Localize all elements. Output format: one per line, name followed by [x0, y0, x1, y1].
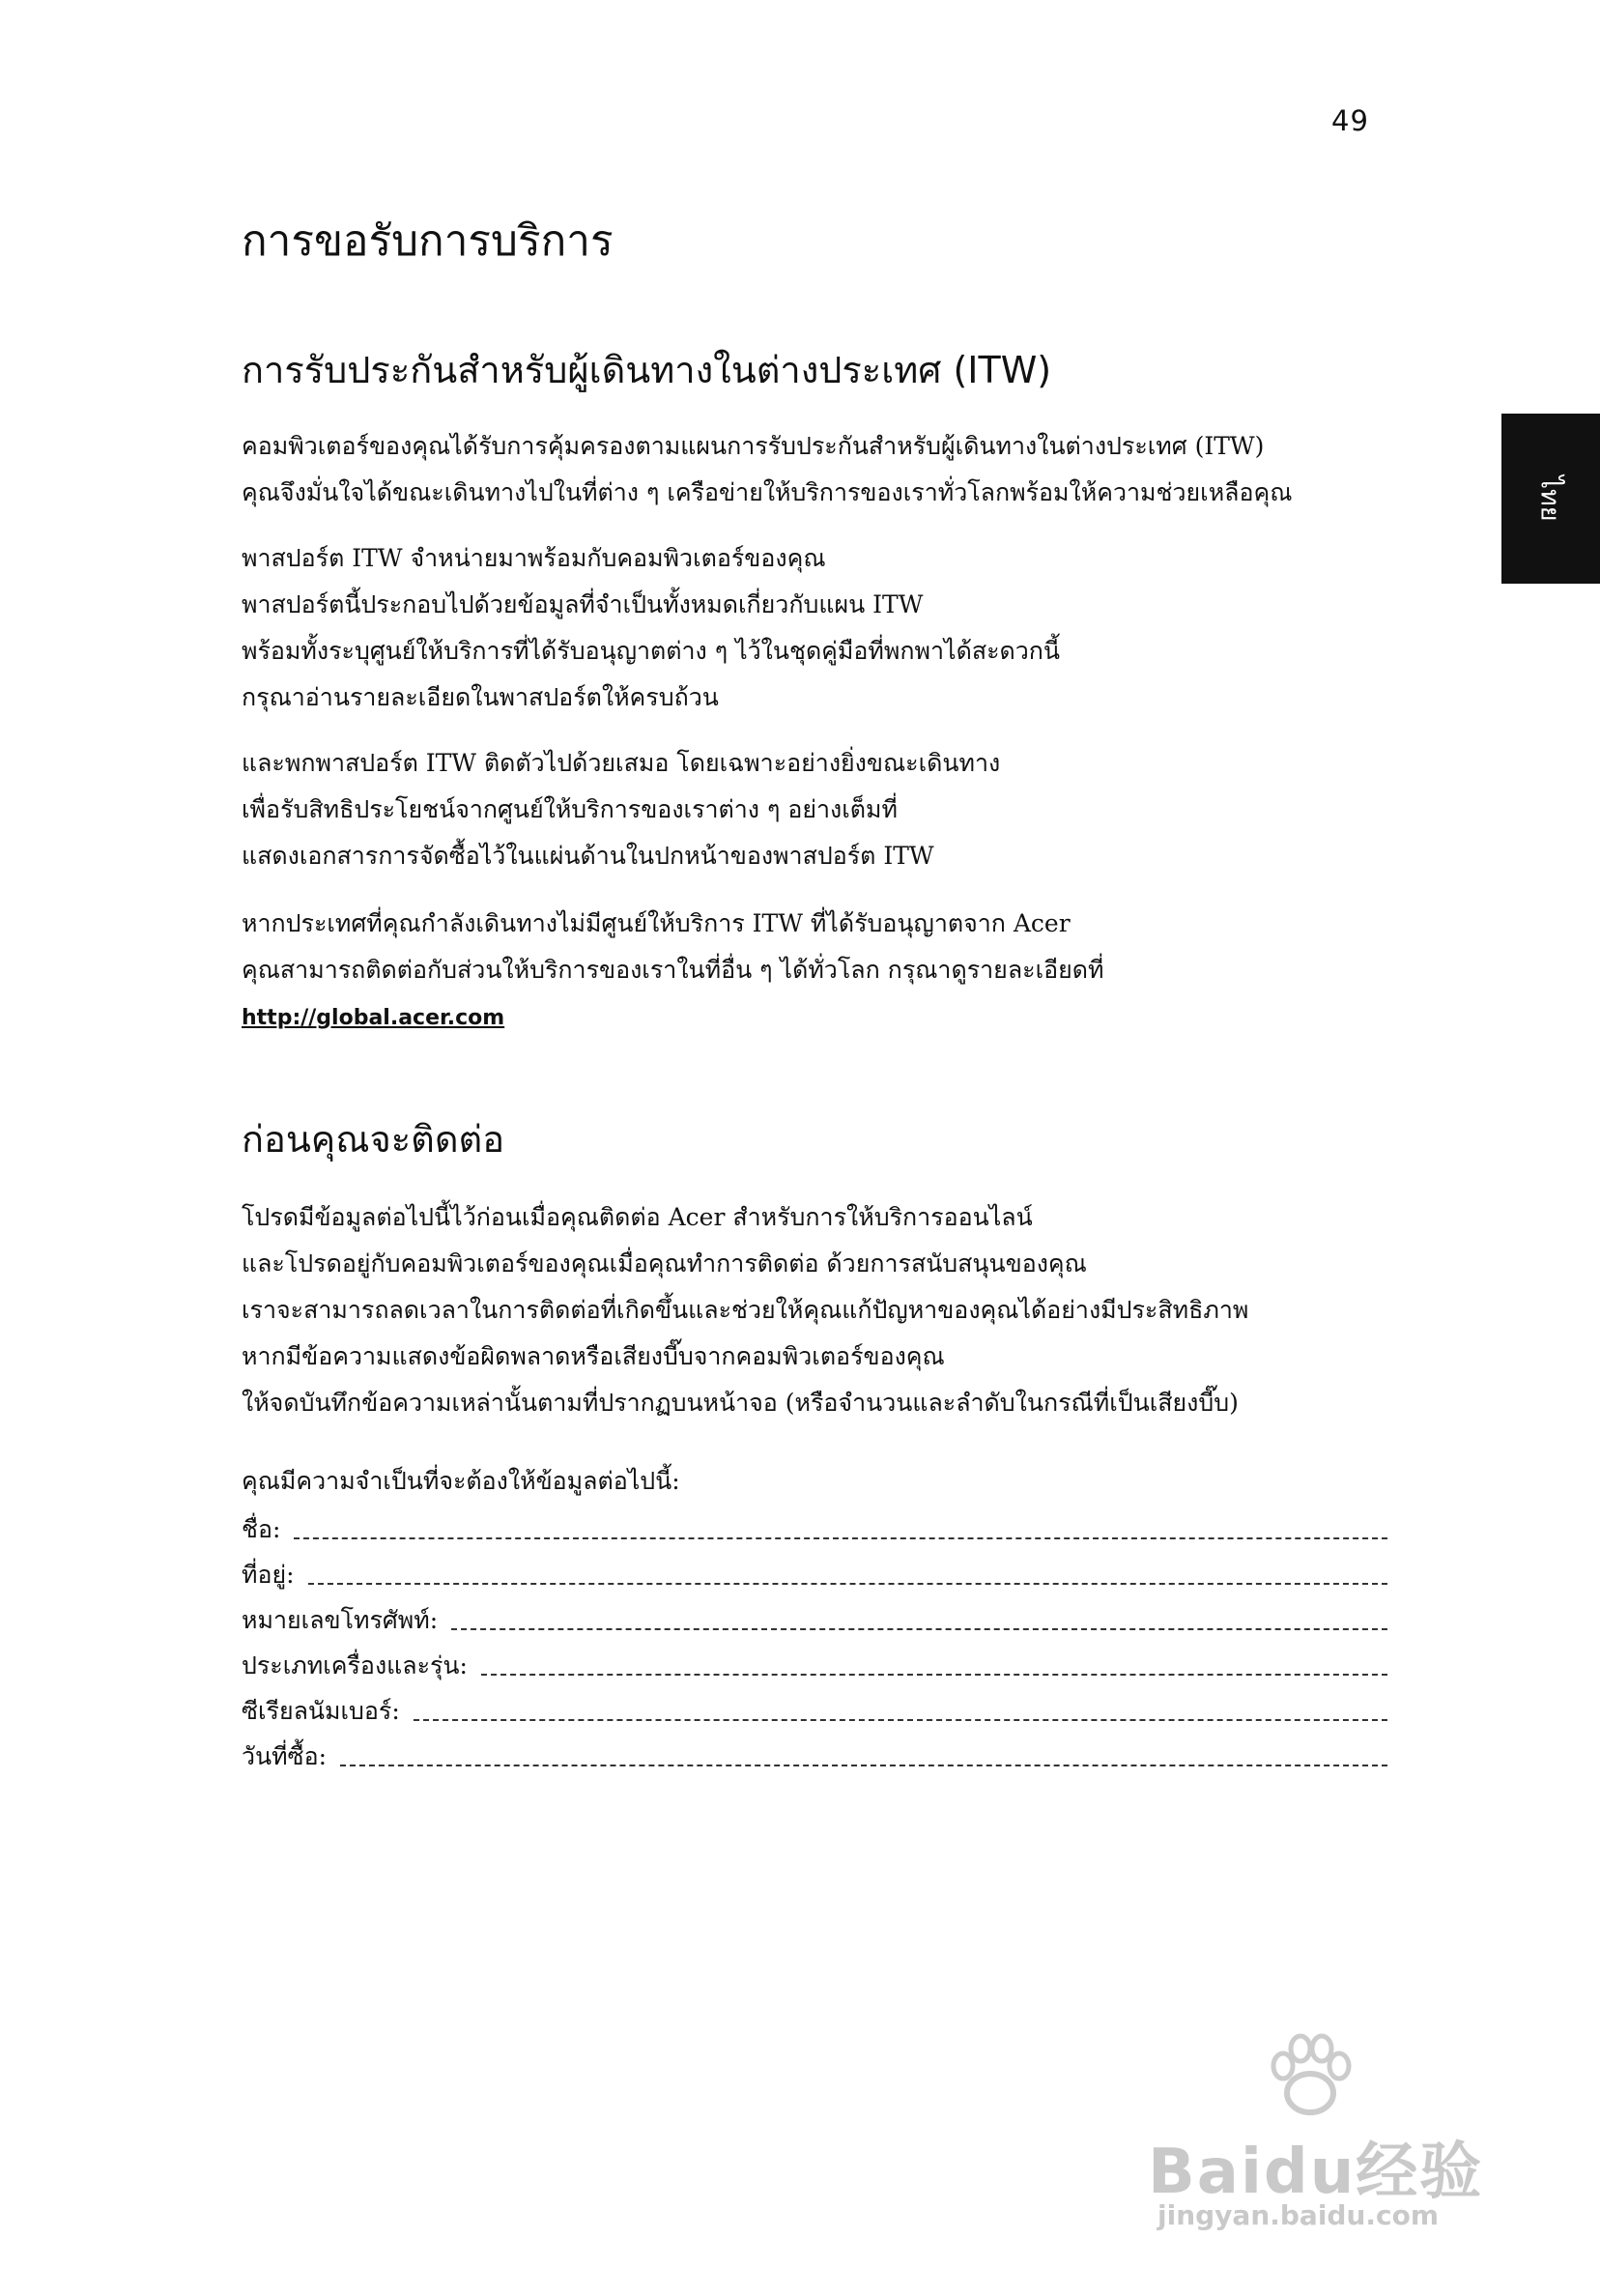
text-line: คุณจึงมั่นใจได้ขณะเดินทางไปในที่ต่าง ๆ เครือข่ายให้บริการของเราทั่วโลกพร้อมให้ความช่วยเหลือคุณ [242, 478, 1293, 506]
serial-field[interactable] [242, 1685, 1387, 1731]
purchase-date-field-line[interactable] [340, 1765, 1387, 1766]
text-line: กรุณาอ่านรายละเอียดในพาสปอร์ตให้ครบถ้วน [242, 683, 719, 711]
phone-field[interactable] [242, 1594, 1387, 1640]
text-line: พาสปอร์ตนี้ประกอบไปด้วยข้อมูลที่จำเป็นทั้งหมดเกี่ยวกับแผน ITW [242, 590, 924, 618]
contact-info-form [242, 1459, 1387, 1776]
acer-global-link[interactable]: http://global.acer.com [242, 1006, 505, 1030]
name-field[interactable] [242, 1504, 1387, 1549]
address-field[interactable] [242, 1549, 1387, 1594]
serial-field-line[interactable] [414, 1719, 1387, 1721]
name-field-line[interactable] [294, 1537, 1387, 1539]
model-field-line[interactable] [481, 1674, 1387, 1676]
before-contact-paragraph [242, 1194, 1248, 1426]
purchase-date-field[interactable] [242, 1731, 1387, 1776]
itw-paragraph-4 [242, 901, 1104, 1040]
text-line: และพกพาสปอร์ต ITW ติดตัวไปด้วยเสมอ โดยเฉพาะอย่างยิ่งขณะเดินทาง [242, 749, 1001, 777]
text-line: คอมพิวเตอร์ของคุณได้รับการคุ้มครองตามแผนการรับประกันสำหรับผู้เดินทางในต่างประเทศ (ITW) [242, 432, 1265, 460]
text-line: เพื่อรับสิทธิประโยชน์จากศูนย์ให้บริการของเราต่าง ๆ อย่างเต็มที่ [242, 795, 898, 823]
itw-paragraph-2 [242, 535, 1060, 721]
page-title: การขอรับการบริการ [242, 216, 614, 266]
watermark-domain: jingyan.baidu.com [1157, 2199, 1440, 2231]
text-line: หากประเทศที่คุณกำลังเดินทางไม่มีศูนย์ให้บริการ ITW ที่ได้รับอนุญาตจาก Acer [242, 909, 1071, 937]
phone-field-label: หมายเลขโทรศัพท์: [242, 1606, 439, 1634]
text-line: พาสปอร์ต ITW จำหน่ายมาพร้อมกับคอมพิวเตอร์ของคุณ [242, 544, 826, 572]
page-number: 49 [1331, 104, 1369, 137]
name-field-label: ชื่อ: [242, 1515, 281, 1543]
itw-heading: การรับประกันสำหรับผู้เดินทางในต่างประเทศ (ITW) [242, 349, 1052, 391]
text-line: และโปรดอยู่กับคอมพิวเตอร์ของคุณเมื่อคุณทำการติดต่อ ด้วยการสนับสนุนของคุณ [242, 1249, 1087, 1277]
language-side-tab-label: ไทย [1534, 475, 1565, 522]
model-field[interactable] [242, 1640, 1387, 1685]
before-contact-heading: ก่อนคุณจะติดต่อ [242, 1118, 505, 1161]
text-line: ให้จดบันทึกข้อความเหล่านั้นตามที่ปรากฏบนหน้าจอ (หรือจำนวนและลำดับในกรณีที่เป็นเสียงบี๊บ) [242, 1389, 1239, 1417]
text-line: หากมีข้อความแสดงข้อผิดพลาดหรือเสียงบี๊บจากคอมพิวเตอร์ของคุณ [242, 1342, 945, 1370]
address-field-label: ที่อยู่: [242, 1561, 295, 1589]
text-line: โปรดมีข้อมูลต่อไปนี้ไว้ก่อนเมื่อคุณติดต่อ Acer สำหรับการให้บริการออนไลน์ [242, 1203, 1033, 1231]
text-line: เราจะสามารถลดเวลาในการติดต่อที่เกิดขึ้นและช่วยให้คุณแก้ปัญหาของคุณได้อย่างมีประสิทธิภาพ [242, 1296, 1249, 1324]
text-line: พร้อมทั้งระบุศูนย์ให้บริการที่ได้รับอนุญาตต่าง ๆ ไว้ในชุดคู่มือที่พกพาได้สะดวกนี้ [242, 637, 1061, 665]
text-line: คุณสามารถติดต่อกับส่วนให้บริการของเราในที่อื่น ๆ ได้ทั่วโลก กรุณาดูรายละเอียดที่ [242, 956, 1104, 984]
itw-paragraph-3 [242, 740, 1000, 879]
text-line: แสดงเอกสารการจัดซื้อไว้ในแผ่นด้านในปกหน้าของพาสปอร์ต ITW [242, 842, 934, 870]
baidu-watermark [1129, 2033, 1515, 2236]
watermark-brand: Baidu经验 [1148, 2137, 1484, 2208]
model-field-label: ประเภทเครื่องและรุ่น: [242, 1651, 468, 1679]
address-field-line[interactable] [308, 1583, 1387, 1585]
form-intro: คุณมีความจำเป็นที่จะต้องให้ข้อมูลต่อไปนี้: [242, 1467, 680, 1495]
serial-field-label: ซีเรียลนัมเบอร์: [242, 1697, 400, 1725]
language-side-tab [1501, 414, 1600, 584]
paw-icon [1264, 2033, 1357, 2120]
itw-paragraph-1 [242, 423, 1292, 516]
phone-field-line[interactable] [451, 1628, 1387, 1630]
purchase-date-field-label: วันที่ซื้อ: [242, 1742, 328, 1770]
